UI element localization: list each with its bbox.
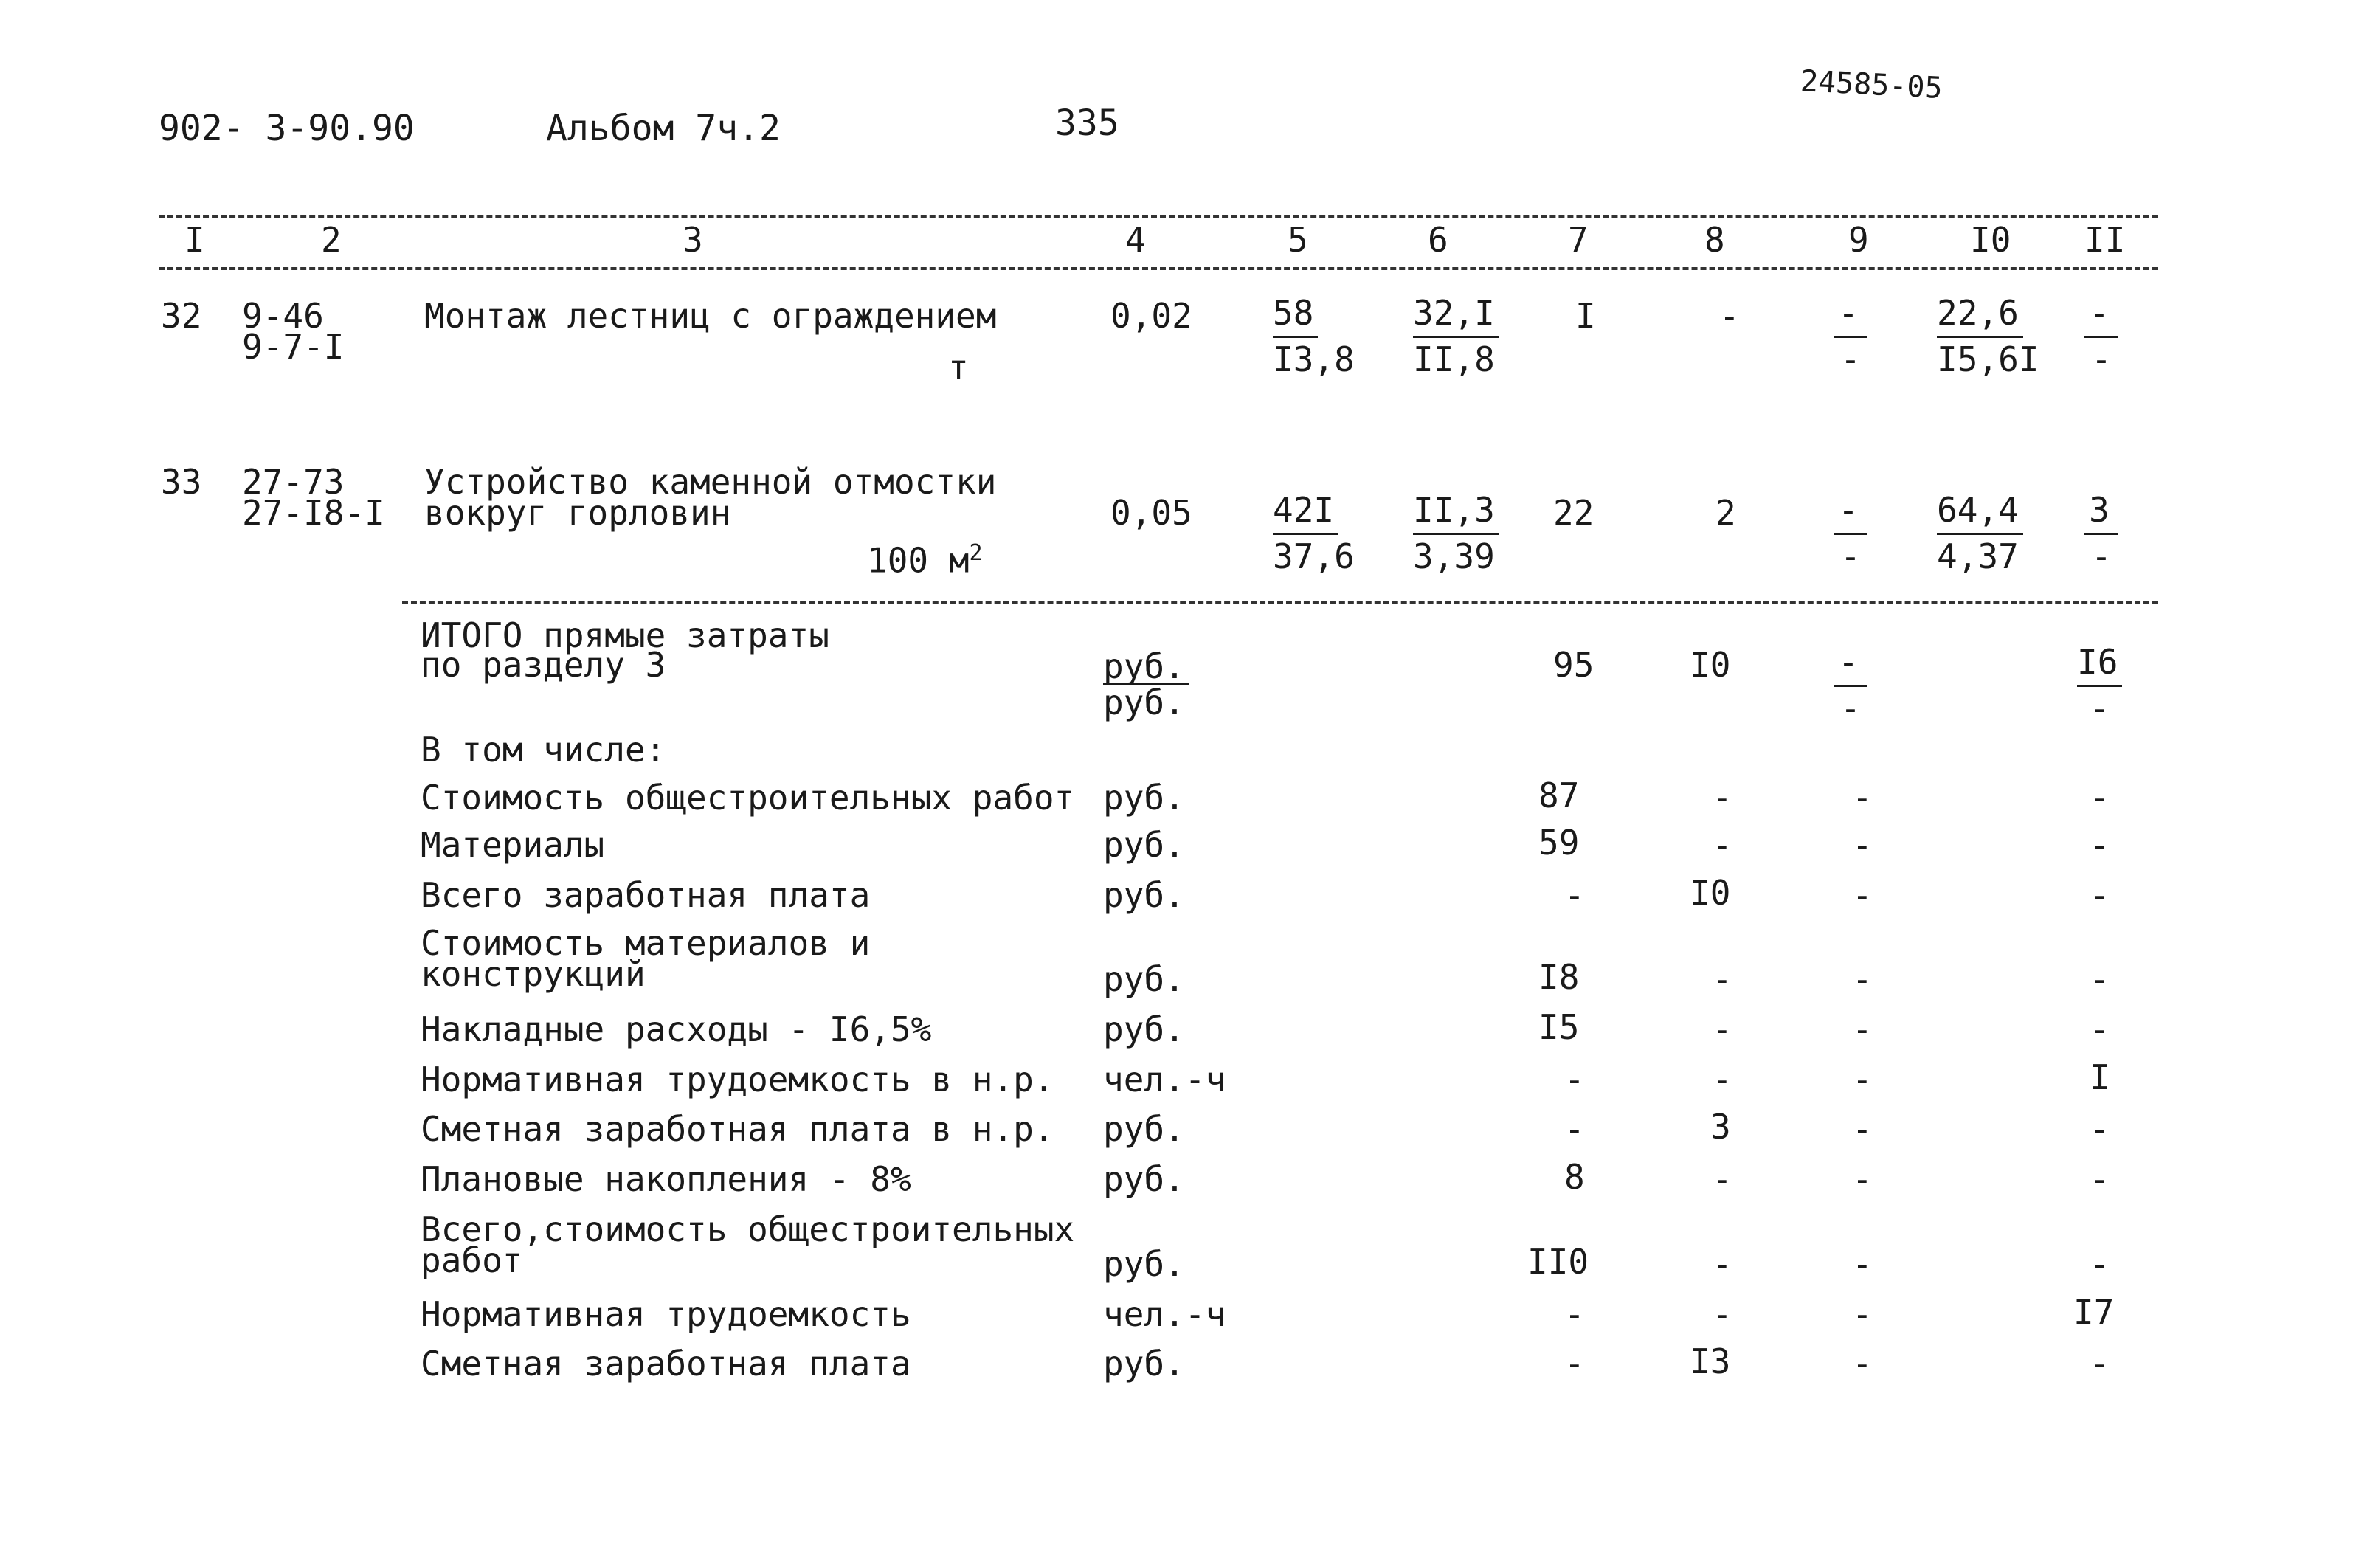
row-col8-value: - bbox=[1719, 296, 1740, 336]
summary-label: Стоимость общестроительных работ bbox=[421, 778, 1075, 818]
summary-unit: руб. bbox=[1103, 1344, 1185, 1384]
summary-col8: - bbox=[1712, 1060, 1732, 1099]
col10-value: 22,6 bbox=[1937, 291, 2023, 338]
summary-col7: - bbox=[1564, 1060, 1585, 1099]
total-unit-num: руб. bbox=[1103, 649, 1189, 685]
summary-col8: - bbox=[1712, 1244, 1732, 1284]
summary-label: Всего заработная плата bbox=[421, 875, 871, 915]
summary-col9: - bbox=[1852, 875, 1873, 915]
row-col10-fraction bbox=[1937, 488, 2023, 579]
row-number: 33 bbox=[161, 462, 202, 502]
row-col5-fraction bbox=[1273, 291, 1355, 382]
summary-col9: - bbox=[1852, 1159, 1873, 1199]
row-col11-fraction bbox=[2084, 291, 2118, 382]
summary-unit: руб. bbox=[1103, 1009, 1185, 1049]
summary-label: Всего,стоимость общестроительных bbox=[421, 1209, 1075, 1249]
total-unit-fraction bbox=[1103, 646, 1189, 722]
total-col9-value: - bbox=[1834, 640, 1867, 687]
row-col9-fraction bbox=[1834, 488, 1867, 579]
col-header-10: I0 bbox=[1970, 220, 2011, 260]
summary-col11: - bbox=[2090, 1159, 2110, 1199]
row-code: 27-73 bbox=[242, 462, 345, 502]
summary-col7: - bbox=[1564, 875, 1585, 915]
col11-subvalue: - bbox=[2091, 339, 2112, 379]
col-header-2: 2 bbox=[321, 220, 342, 260]
row-col5-fraction bbox=[1273, 488, 1355, 579]
row-number: 32 bbox=[161, 296, 202, 336]
summary-unit: руб. bbox=[1103, 778, 1185, 818]
row-description: Устройство каменной отмостки bbox=[424, 462, 997, 502]
summary-col8: - bbox=[1712, 1159, 1732, 1199]
summary-col8: - bbox=[1712, 959, 1732, 999]
summary-label-line2: конструкций bbox=[421, 954, 646, 994]
col5-subvalue: 37,6 bbox=[1273, 536, 1355, 576]
col-header-3: 3 bbox=[683, 220, 703, 260]
summary-col7: - bbox=[1564, 1344, 1585, 1384]
row-unit: т bbox=[948, 348, 969, 387]
col9-value: - bbox=[1834, 488, 1867, 535]
summary-col8: I3 bbox=[1690, 1341, 1731, 1381]
summary-label: Материалы bbox=[421, 825, 605, 865]
summary-col9: - bbox=[1852, 1294, 1873, 1334]
row-col9-fraction bbox=[1834, 291, 1867, 382]
summary-unit: чел.-ч bbox=[1103, 1294, 1226, 1334]
summary-col7: 87 bbox=[1538, 776, 1580, 815]
summary-col11: I bbox=[2090, 1057, 2110, 1097]
summary-label: Стоимость материалов и bbox=[421, 923, 871, 963]
row-col7-value: 22 bbox=[1553, 493, 1594, 533]
summary-col7: I5 bbox=[1538, 1007, 1580, 1047]
summary-col9: - bbox=[1852, 1009, 1873, 1049]
total-col11-subvalue: - bbox=[2089, 688, 2110, 728]
row-unit bbox=[867, 540, 983, 581]
summary-col8: 3 bbox=[1710, 1107, 1731, 1147]
row-col11-fraction bbox=[2084, 488, 2118, 579]
col11-subvalue: - bbox=[2091, 536, 2112, 576]
unit-text: 100 м bbox=[867, 540, 970, 581]
summary-label: Нормативная трудоемкость в н.р. bbox=[421, 1060, 1054, 1099]
row-code: 9-46 bbox=[242, 296, 324, 336]
summary-col11: - bbox=[2090, 1009, 2110, 1049]
col11-value: 3 bbox=[2084, 488, 2118, 535]
summary-unit: руб. bbox=[1103, 1244, 1185, 1284]
summary-col11: - bbox=[2090, 1109, 2110, 1149]
summary-col9: - bbox=[1852, 1244, 1873, 1284]
header-bottom-rule bbox=[159, 267, 2158, 270]
summary-col7: - bbox=[1564, 1109, 1585, 1149]
summary-col11: - bbox=[2090, 1244, 2110, 1284]
summary-col11: - bbox=[2090, 1344, 2110, 1384]
col-header-8: 8 bbox=[1704, 220, 1725, 260]
archive-stamp: 24585-05 bbox=[1799, 63, 1943, 106]
summary-unit: руб. bbox=[1103, 959, 1185, 999]
col-header-5: 5 bbox=[1288, 220, 1308, 260]
summary-label: Плановые накопления - 8% bbox=[421, 1159, 911, 1199]
row-description: Монтаж лестниц с ограждением bbox=[424, 296, 997, 336]
summary-col11: - bbox=[2090, 959, 2110, 999]
summary-col9: - bbox=[1852, 778, 1873, 818]
col-header-9: 9 bbox=[1848, 220, 1869, 260]
summary-label: Сметная заработная плата bbox=[421, 1344, 911, 1384]
document-code: 902- 3-90.90 bbox=[159, 108, 415, 149]
summary-col11: - bbox=[2090, 825, 2110, 865]
total-col11-fraction bbox=[2077, 640, 2122, 731]
summary-col7: - bbox=[1564, 1294, 1585, 1334]
total-label: ИТОГО прямые затраты bbox=[421, 615, 829, 655]
summary-col8: - bbox=[1712, 1294, 1732, 1334]
page-number: 335 bbox=[1055, 103, 1119, 144]
row-description-line2: вокруг горловин bbox=[424, 493, 731, 533]
summary-col9: - bbox=[1852, 1344, 1873, 1384]
summary-unit: руб. bbox=[1103, 1159, 1185, 1199]
total-unit-den: руб. bbox=[1103, 683, 1185, 722]
summary-col7: 59 bbox=[1538, 823, 1580, 863]
total-col9-fraction bbox=[1834, 640, 1867, 731]
summary-unit: чел.-ч bbox=[1103, 1060, 1226, 1099]
col6-value: II,3 bbox=[1413, 488, 1499, 535]
row-quantity: 0,05 bbox=[1110, 493, 1192, 533]
summary-col8: I0 bbox=[1690, 873, 1731, 913]
col10-subvalue: 4,37 bbox=[1937, 536, 2019, 576]
col10-subvalue: I5,6I bbox=[1937, 339, 2039, 379]
row-code-sub: 27-I8-I bbox=[242, 493, 385, 533]
col5-value: 58 bbox=[1273, 291, 1318, 338]
col-header-7: 7 bbox=[1568, 220, 1589, 260]
col-header-4: 4 bbox=[1125, 220, 1146, 260]
summary-col8: - bbox=[1712, 778, 1732, 818]
total-col11-value: I6 bbox=[2077, 640, 2122, 687]
summary-col9: - bbox=[1852, 825, 1873, 865]
summary-label: Сметная заработная плата в н.р. bbox=[421, 1109, 1054, 1149]
col11-value: - bbox=[2084, 291, 2118, 338]
summary-col8: - bbox=[1712, 1009, 1732, 1049]
row-col6-fraction bbox=[1413, 291, 1499, 382]
summary-col8: - bbox=[1712, 825, 1732, 865]
total-label-line2: по разделу 3 bbox=[421, 645, 666, 685]
row-col8-value: 2 bbox=[1715, 493, 1736, 533]
row-code-sub: 9-7-I bbox=[242, 327, 345, 367]
col-header-6: 6 bbox=[1428, 220, 1448, 260]
header-top-rule bbox=[159, 215, 2158, 218]
col6-value: 32,I bbox=[1413, 291, 1499, 338]
album-label: Альбом 7ч.2 bbox=[546, 108, 781, 149]
summary-col9: - bbox=[1852, 1109, 1873, 1149]
col9-value: - bbox=[1834, 291, 1867, 338]
row-col7-value: I bbox=[1575, 296, 1596, 336]
summary-col11: - bbox=[2090, 875, 2110, 915]
total-col8: I0 bbox=[1690, 645, 1731, 685]
summary-unit: руб. bbox=[1103, 875, 1185, 915]
col9-subvalue: - bbox=[1840, 536, 1861, 576]
col10-value: 64,4 bbox=[1937, 488, 2023, 535]
summary-col7: I8 bbox=[1538, 957, 1580, 997]
col-header-11: II bbox=[2084, 220, 2126, 260]
summary-col9: - bbox=[1852, 1060, 1873, 1099]
col6-subvalue: II,8 bbox=[1413, 339, 1495, 379]
total-col7: 95 bbox=[1553, 645, 1594, 685]
summary-col7: II0 bbox=[1527, 1242, 1589, 1282]
summary-col9: - bbox=[1852, 959, 1873, 999]
summary-label: Накладные расходы - I6,5% bbox=[421, 1009, 932, 1049]
col5-value: 42I bbox=[1273, 488, 1338, 535]
col-header-1: I bbox=[184, 220, 205, 260]
total-col9-subvalue: - bbox=[1840, 688, 1861, 728]
row-quantity: 0,02 bbox=[1110, 296, 1192, 336]
including-label: В том числе: bbox=[421, 730, 666, 770]
row-col10-fraction bbox=[1937, 291, 2039, 382]
summary-col7: 8 bbox=[1564, 1157, 1585, 1197]
col6-subvalue: 3,39 bbox=[1413, 536, 1495, 576]
summary-label: Нормативная трудоемкость bbox=[421, 1294, 911, 1334]
total-separator-rule bbox=[402, 601, 2158, 604]
summary-unit: руб. bbox=[1103, 1109, 1185, 1149]
row-col6-fraction bbox=[1413, 488, 1499, 579]
col5-subvalue: I3,8 bbox=[1273, 339, 1355, 379]
summary-label-line2: работ bbox=[421, 1240, 523, 1280]
summary-unit: руб. bbox=[1103, 825, 1185, 865]
col9-subvalue: - bbox=[1840, 339, 1861, 379]
unit-superscript: 2 bbox=[969, 540, 983, 566]
summary-col11: - bbox=[2090, 778, 2110, 818]
summary-col11: I7 bbox=[2073, 1292, 2115, 1332]
